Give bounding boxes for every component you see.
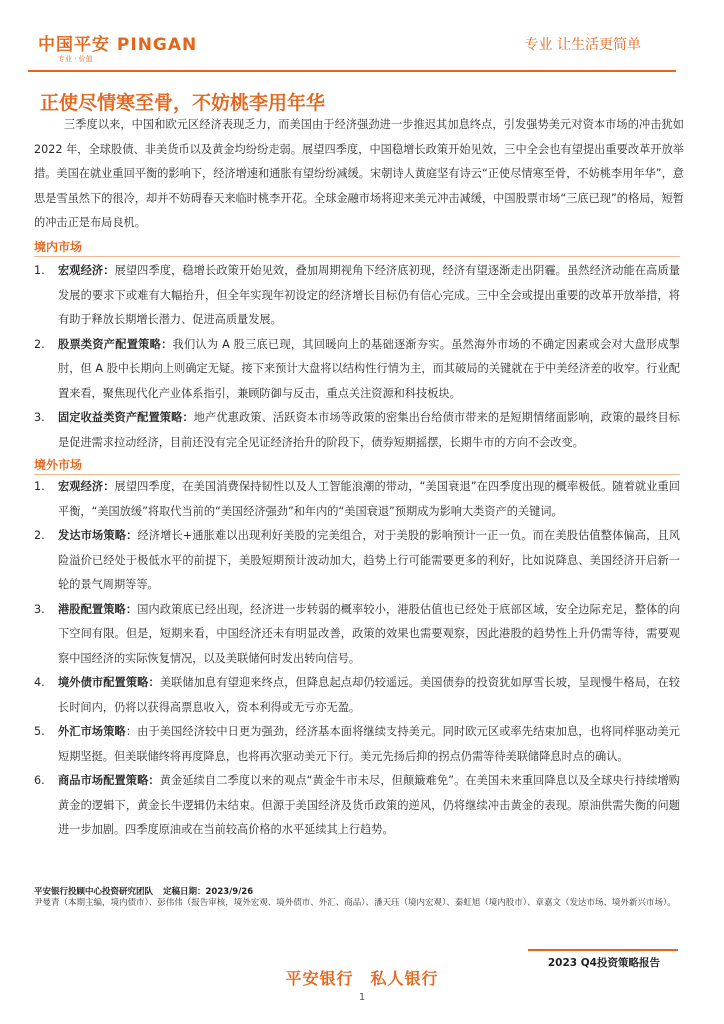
intro-paragraph: 三季度以来，中国和欧元区经济表现乏力，而美国由于经济强劲进一步推迟其加息终点，引发强势美元对资本市场的冲击犹如 2022 年，全球股债、非美货币以及黄金均纷纷走弱。展望四季度，中国稳增长政策开始见效，三中全会也有望提出重要改革开放举措。美国在就业重回平衡的影响下，经济增速和通胀有望纷纷减缓。宋朝诗人黄庭坚有诗云“正使尽情寒至骨，不妨桃李用年华”，意思是雪虽然下的很冷，却并不妨碍春天来临时桃李开花。全球金融市场将迎来美元冲击减缓，中国股票市场“三底已现”的格局，短暂的冲击正是布局良机。 (34, 118, 684, 229)
header-divider (28, 70, 676, 72)
author-list: 尹曼青（本期主编，境内债市）、彭伟伟（报告审核，境外宏观、境外债市、外汇、商品）、潘天珏（境内宏观）、秦虹旭（境内股市）、章嘉文（发达市场、境外新兴市场）。 (34, 898, 676, 908)
page-header (0, 0, 724, 70)
list-item: 3. 港股配置策略：国内政策底已经出现，经济进一步转弱的概率较小，港股估值也已经处于底部区域，安全边际充足，整体的向下空间有限。但是，短期来看，中国经济还未有明显改善，政策的效果也需要观察，因此港股的趋势性上升仍需等待，需要观察中国经济的实际恢复情况，以及美联储何时发出转向信号。 (34, 602, 680, 665)
list-item: 1. 宏观经济：展望四季度，在美国消费保持韧性以及人工智能浪潮的带动，“美国衰退”在四季度出现的概率极低。随着就业重回平衡，“美国放缓”将取代当前的“美国经济强劲”和年内的“美国衰退”预期成为影响大类资产的关键词。 (34, 480, 680, 518)
list-item: 2. 发达市场策略：经济增长+通胀难以出现利好美股的完美组合，对于美股的影响预计一正一负。而在美股估值整体偏高，且风险溢价已经处于极低水平的前提下，美股短期预计波动加大，趋势上行可能需要更多的利好，比如说降息、美国经济开启新一轮的景气周期等等。 (34, 529, 680, 591)
section-heading-overseas: 境外市场 (34, 458, 83, 472)
final-date: 定稿日期：2023/9/26 (163, 887, 254, 897)
research-team: 平安银行投顾中心投资研究团队 (34, 887, 154, 897)
list-item: 5. 外汇市场策略：由于美国经济较中日更为强劲，经济基本面将继续支持美元。同时欧元区或率先结束加息，也将同样驱动美元短期坚挺。但美联储终将再度降息，也将再次驱动美元下行。美元先扬后抑的拐点仍需等待美联储降息时点的确认。 (34, 725, 680, 763)
research-team-line (34, 885, 263, 897)
domestic-list (34, 259, 680, 455)
list-item: 3. 固定收益类资产配置策略：地产优惠政策、活跃资本市场等政策的密集出台给债市带来的是短期情绪面影响，政策的最终目标是促进需求拉动经济，目前还没有完全见证经济抬升的阶段下，债券短期摇摆，长期牛市的方向不会改变。 (34, 411, 680, 449)
section-divider-domestic (34, 256, 680, 257)
list-item: 1. 宏观经济：展望四季度，稳增长政策开始见效，叠加周期视角下经济底初现，经济有望逐渐走出阴霾。虽然经济动能在高质量发展的要求下或难有大幅抬升，但全年实现年初设定的经济增长目标仍有信心完成。三中全会或提出重要的改革开放举措，将有助于释放长期增长潜力、促进高质量发展。 (34, 264, 680, 326)
page-title: 正使尽情寒至骨，不妨桃李用年华 (40, 92, 326, 114)
page-number: 1 (358, 992, 366, 1003)
report-name: 2023 Q4投资策略报告 (547, 957, 660, 969)
bank-logo: 平安银行 私人银行 (285, 969, 439, 988)
section-heading-domestic: 境内市场 (34, 240, 83, 254)
list-item: 6. 商品市场配置策略：黄金延续自二季度以来的观点“黄金牛市未尽，但颠簸难免”。在美国未来重回降息以及全球央行持续增购黄金的逻辑下，黄金长牛逻辑仍未结束。但源于美国经济及货币政策的逆风，仍将继续冲击黄金的表现。原油供需失衡的问题进一步加剧。四季度原油或在当前较高价格的水平延续其上行趋势。 (34, 774, 680, 836)
pingan-logo: 中国平安 PINGAN (38, 35, 198, 55)
header-slogan: 专业 让生活更简单 (524, 37, 641, 53)
list-item: 4. 境外债市配置策略：美联储加息有望迎来终点，但降息起点却仍较遥远。美国债券的投资犹如厚雪长坡，呈现慢牛格局，在较长时间内，仍将以获得高票息收入，资本利得或无亏亦无盈。 (34, 676, 680, 714)
list-item: 2. 股票类资产配置策略：我们认为 A 股三底已现，其回暖向上的基础逐渐夯实。虽然海外市场的不确定因素或会对大盘形成掣肘，但 A 股中长期向上则确定无疑。接下来预计大盘将以结构性行情为主，而其破局的关键就在于中美经济差的收窄。行业配置来看，聚焦现代化产业体系指引，兼顾防御与反击，重点关注资源和科技板块。 (34, 337, 680, 400)
overseas-list (34, 475, 680, 843)
logo-tagline: 专业 · 价值 (58, 55, 93, 63)
report-divider (528, 949, 678, 951)
